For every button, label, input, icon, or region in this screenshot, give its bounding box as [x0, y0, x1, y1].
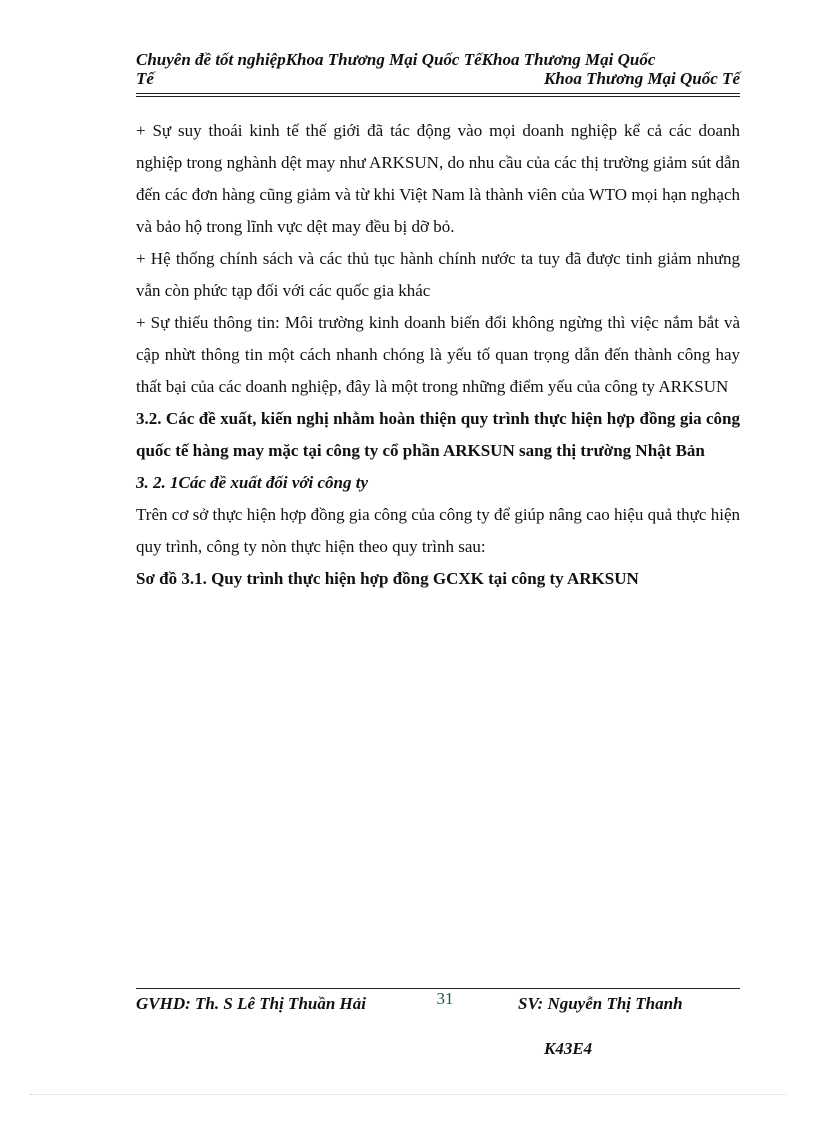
page-number: 31	[436, 989, 454, 1008]
page-bottom-border	[30, 1094, 786, 1095]
paragraph-lack-of-information: + Sự thiếu thông tin: Môi trường kinh doanh biến đổi không ngừng thì việc nắm bắt và cập nhừt thông tin một cách nhanh chóng là yếu tố quan trọng dẫn đến thành công hay thất bại của các doanh nghiệp, đây là một trong những điểm yếu của công ty ARKSUN	[136, 313, 740, 396]
header-rule-thin	[136, 96, 740, 97]
header-line2-left: Tế	[136, 69, 154, 88]
paragraph-economic-downturn: + Sự suy thoái kinh tế thế giới đã tác động vào mọi doanh nghiệp kể cả các doanh nghiệp trong nghành dệt may như ARKSUN, do nhu cầu của các thị trường giảm sút dẫn đến các đơn hàng cũng giảm và từ khi Việt Nam là thành viên của WTO mọi hạn nghạch và bảo hộ trong lĩnh vực dệt may đều bị dỡ bỏ.	[136, 121, 740, 236]
header-rule-thick	[136, 93, 740, 94]
header-title-line2	[136, 69, 740, 88]
header-title-line1: Chuyên đề tốt nghiệpKhoa Thương Mại Quốc TếKhoa Thương Mại Quốc	[136, 50, 656, 69]
diagram-title: Sơ đồ 3.1. Quy trình thực hiện hợp đồng GCXK tại công ty ARKSUN	[136, 569, 639, 588]
page-header	[136, 50, 740, 88]
document-body	[136, 115, 740, 595]
footer-student: SV: Nguyễn Thị Thanh	[518, 994, 683, 1013]
paragraph-proposal-intro: Trên cơ sở thực hiện hợp đồng gia công của công ty để giúp nâng cao hiệu quả thực hiện quy trình, công ty nòn thực hiện theo quy trình sau:	[136, 505, 740, 556]
section-heading: 3.2. Các đề xuất, kiến nghị nhằm hoàn thiện quy trình thực hiện hợp đồng gia công quốc tế hàng may mặc tại công ty cổ phần ARKSUN sang thị trường Nhật Bản	[136, 409, 740, 460]
header-line2-right: Khoa Thương Mại Quốc Tế	[544, 69, 740, 88]
subsection-heading: 3. 2. 1Các đề xuất đối với công ty	[136, 473, 368, 492]
footer-class-code: K43E4	[544, 1039, 593, 1058]
footer-advisor: GVHD: Th. S Lê Thị Thuần Hải	[136, 994, 367, 1013]
paragraph-policy-system: + Hệ thống chính sách và các thủ tục hành chính nước ta tuy đã được tinh giảm nhưng vẫn còn phức tạp đối với các quốc gia khác	[136, 249, 740, 300]
